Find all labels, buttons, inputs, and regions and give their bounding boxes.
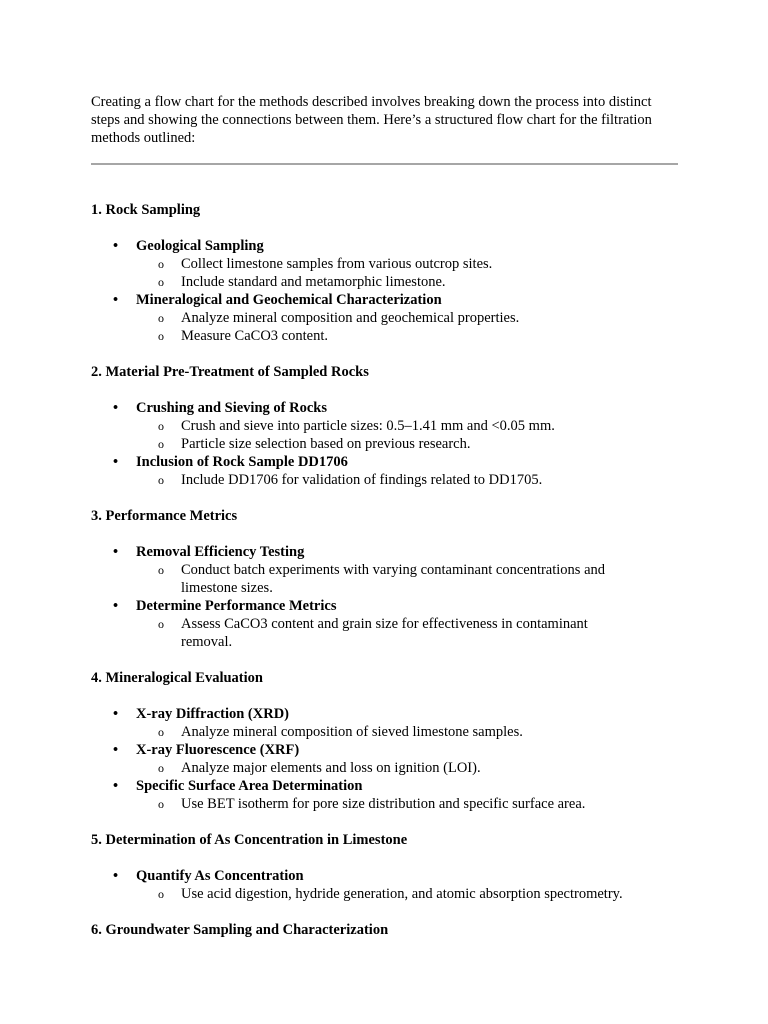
sub-list [136,885,681,903]
bullet-item [91,741,681,777]
sub-marker: o [158,311,164,325]
sub-marker: o [158,797,164,811]
sub-item [136,471,681,489]
sub-marker: o [158,419,164,433]
intro-paragraph: Creating a flow chart for the methods described involves breaking down the process into distinct steps and showing the connections between them. Here’s a structured flow chart for the filtration methods outlined: [91,94,652,146]
sub-item [136,723,681,741]
sub-marker: o [158,257,164,271]
bullet-title: X-ray Diffraction (XRD) [136,706,290,722]
bullet-list [91,705,681,813]
bullet-item [91,777,681,813]
bullet-item [91,867,681,903]
sub-list [136,309,681,345]
sub-list [136,255,681,291]
sub-list [136,417,681,453]
bullet-title: Mineralogical and Geochemical Characterization [136,292,442,308]
sub-list [136,795,681,813]
sub-marker: o [158,437,164,451]
sub-item-text: Use BET isotherm for pore size distribution and specific surface area. [181,796,586,812]
sub-item [136,561,681,597]
bullet-list [91,237,681,345]
bullet-item [91,291,681,345]
bullet-title: Specific Surface Area Determination [136,778,363,794]
section [91,831,681,903]
bullet-item [91,597,681,651]
bullet-marker: • [113,400,119,416]
section-heading: 1. Rock Sampling [91,202,201,218]
sub-list [136,723,681,741]
sub-item-text: Measure CaCO3 content. [181,328,328,344]
sub-marker: o [158,617,164,631]
section-heading: 4. Mineralogical Evaluation [91,670,263,686]
sub-item-text: Collect limestone samples from various outcrop sites. [181,256,493,272]
sub-item-text: Analyze major elements and loss on ignition (LOI). [181,760,481,776]
sub-list [136,561,681,597]
bullet-marker: • [113,598,119,614]
sub-item [136,417,681,435]
bullet-item [91,399,681,453]
sub-item-text: Include standard and metamorphic limestone. [181,274,446,290]
sub-item [136,255,681,273]
sub-item-text: Crush and sieve into particle sizes: 0.5–1.41 mm and <0.05 mm. [181,418,555,434]
bullet-marker: • [113,778,119,794]
sub-item-text: Analyze mineral composition of sieved limestone samples. [181,724,523,740]
bullet-list [91,867,681,903]
sub-item [136,309,681,327]
sub-item-text: Conduct batch experiments with varying contaminant concentrations and limestone sizes. [181,562,606,596]
bullet-title: Crushing and Sieving of Rocks [136,400,327,416]
sub-item [136,435,681,453]
sub-item-text: Include DD1706 for validation of findings related to DD1705. [181,472,543,488]
sub-item-text: Particle size selection based on previous research. [181,436,471,452]
section [91,201,681,345]
sub-item [136,273,681,291]
bullet-item [91,237,681,291]
sub-item [136,327,681,345]
section-heading: 3. Performance Metrics [91,508,238,524]
sub-item-text: Assess CaCO3 content and grain size for effectiveness in contaminant removal. [181,616,588,650]
section [91,921,681,939]
sub-item-text: Use acid digestion, hydride generation, and atomic absorption spectrometry. [181,886,623,902]
bullet-marker: • [113,706,119,722]
sub-marker: o [158,329,164,343]
sub-list [136,615,681,651]
section-heading: 5. Determination of As Concentration in Limestone [91,832,408,848]
horizontal-rule [91,163,678,165]
section [91,669,681,813]
bullet-marker: • [113,868,119,884]
sub-marker: o [158,761,164,775]
bullet-marker: • [113,454,119,470]
sub-marker: o [158,887,164,901]
bullet-title: Geological Sampling [136,238,264,254]
sub-marker: o [158,563,164,577]
bullet-title: Removal Efficiency Testing [136,544,305,560]
sub-item [136,795,681,813]
section [91,363,681,489]
section [91,507,681,651]
bullet-title: X-ray Fluorescence (XRF) [136,742,300,758]
section-heading: 6. Groundwater Sampling and Characterization [91,922,389,938]
document-page [91,93,681,939]
sub-marker: o [158,725,164,739]
bullet-item [91,543,681,597]
bullet-marker: • [113,742,119,758]
bullet-marker: • [113,292,119,308]
sub-item [136,885,681,903]
bullet-title: Inclusion of Rock Sample DD1706 [136,454,348,470]
section-heading: 2. Material Pre-Treatment of Sampled Rocks [91,364,369,380]
sub-item-text: Analyze mineral composition and geochemical properties. [181,310,520,326]
bullet-marker: • [113,544,119,560]
sections-container [91,201,681,939]
bullet-list [91,399,681,489]
sub-marker: o [158,275,164,289]
sub-list [136,759,681,777]
bullet-title: Quantify As Concentration [136,868,304,884]
bullet-marker: • [113,238,119,254]
bullet-item [91,453,681,489]
bullet-title: Determine Performance Metrics [136,598,337,614]
bullet-item [91,705,681,741]
sub-marker: o [158,473,164,487]
sub-item [136,759,681,777]
sub-list [136,471,681,489]
bullet-list [91,543,681,651]
sub-item [136,615,681,651]
